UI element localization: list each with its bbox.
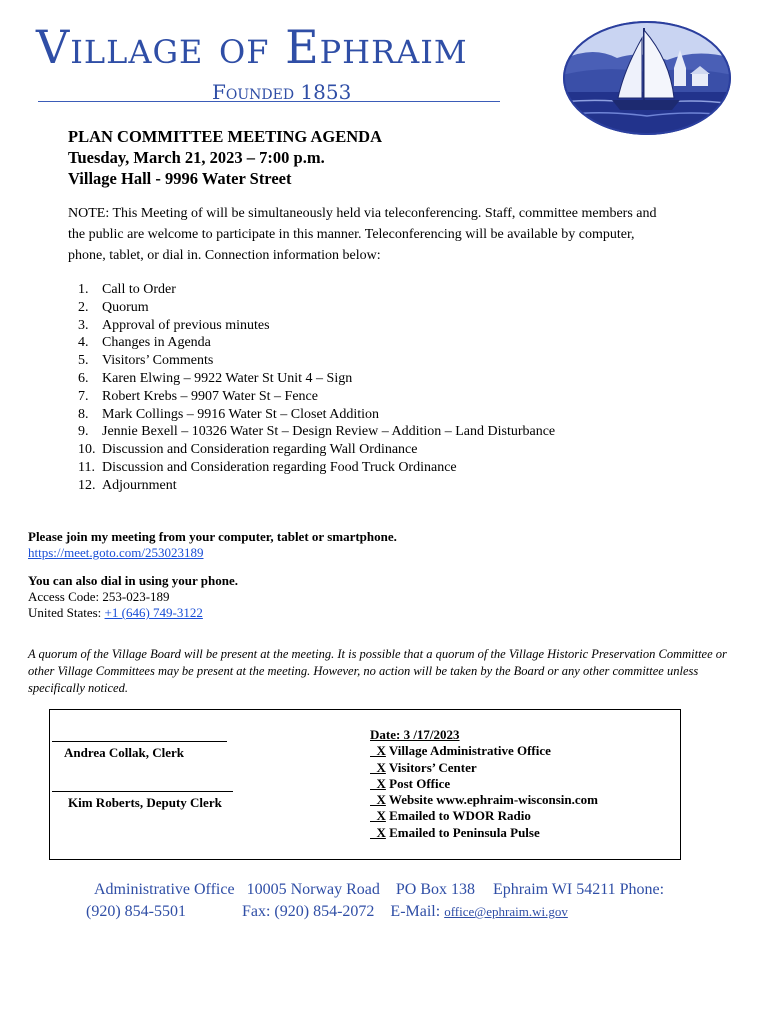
dial-heading: You can also dial in using your phone. [28, 573, 238, 588]
list-item: 10. Discussion and Consideration regarding Wall Ordinance [78, 442, 418, 458]
deputy-signature-line [52, 791, 233, 792]
quorum-notice: A quorum of the Village Board will be present at the meeting. It is possible that a quorum of the Village Historic Preservation Committee or other Village Committees may be present at the meeting. However, no action will be taken by the Board or any other committee unless specifically noticed. [28, 647, 727, 695]
list-item: X Village Administrative Office [370, 743, 551, 759]
list-item: 9. Jennie Bexell – 10326 Water St – Design Review – Addition – Land Disturbance [78, 424, 556, 440]
list-item: 2. Quorum [78, 299, 149, 315]
list-item: 11. Discussion and Consideration regarding Food Truck Ordinance [78, 459, 457, 475]
footer-address: 10005 Norway Road [246, 881, 380, 898]
village-logo-sailboat [562, 20, 732, 136]
footer-line-2 [86, 903, 568, 921]
posting-date: Date: 3 /17/2023 [370, 727, 460, 742]
list-item: 7. Robert Krebs – 9907 Water St – Fence [78, 388, 318, 404]
list-item: 1. Call to Order [78, 282, 176, 297]
list-item: 8. Mark Collings – 9916 Water St – Closet Addition [78, 406, 380, 422]
meeting-location: Village Hall - 9996 Water Street [68, 169, 292, 188]
footer-phone: (920) 854-5501 [86, 903, 186, 920]
teleconference-note: NOTE: This Meeting of will be simultaneously held via teleconferencing. Staff, committee members and the public are welcome to participate in this manner. Teleconferencing will be available by computer, phone, tablet, or dial in. Connection information below: [68, 206, 657, 263]
meeting-title: PLAN COMMITTEE MEETING AGENDA [68, 127, 382, 146]
list-item: X Visitors’ Center [370, 759, 477, 775]
footer-office: Administrative Office [94, 881, 235, 898]
footer-city: Ephraim WI 54211 Phone: [493, 881, 665, 898]
agenda-list [78, 281, 555, 495]
meeting-datetime: Tuesday, March 21, 2023 – 7:00 p.m. [68, 148, 325, 167]
agenda-heading [68, 126, 382, 189]
us-phone-link[interactable]: +1 (646) 749-3122 [104, 605, 203, 620]
village-title: Village of Ephraim [36, 20, 468, 74]
footer-line-1 [94, 881, 664, 899]
footer-email-link[interactable]: office@ephraim.wi.gov [444, 904, 568, 919]
list-item: X Post Office [370, 775, 451, 791]
access-code: Access Code: 253-023-189 [28, 589, 170, 604]
join-heading: Please join my meeting from your computer, tablet or smartphone. [28, 529, 397, 544]
header-divider [38, 101, 500, 102]
list-item: X Emailed to WDOR Radio [370, 808, 531, 824]
list-item: X Website www.ephraim-wisconsin.com [370, 792, 598, 808]
posting-list [370, 727, 598, 841]
us-phone-row: United States: +1 (646) 749-3122 [28, 605, 203, 620]
clerk-signature-line [52, 741, 227, 742]
footer-email-label: E-Mail: [390, 903, 445, 920]
list-item: 3. Approval of previous minutes [78, 317, 270, 333]
list-item: 5. Visitors’ Comments [78, 353, 214, 369]
list-item: X Emailed to Peninsula Pulse [370, 824, 540, 840]
meeting-link[interactable]: https://meet.goto.com/253023189 [28, 545, 204, 560]
footer-po-box: PO Box 138 [395, 881, 475, 898]
deputy-name: Kim Roberts, Deputy Clerk [68, 795, 222, 810]
clerk-name: Andrea Collak, Clerk [64, 745, 185, 760]
join-info [28, 529, 397, 621]
footer-fax: Fax: (920) 854-2072 [241, 903, 375, 920]
list-item: 12. Adjournment [78, 477, 177, 493]
signature-box [49, 709, 681, 860]
list-item: 4. Changes in Agenda [78, 335, 211, 351]
list-item: 6. Karen Elwing – 9922 Water St Unit 4 – Sign [78, 370, 353, 386]
founded-subtitle: Founded 1853 [212, 80, 352, 104]
